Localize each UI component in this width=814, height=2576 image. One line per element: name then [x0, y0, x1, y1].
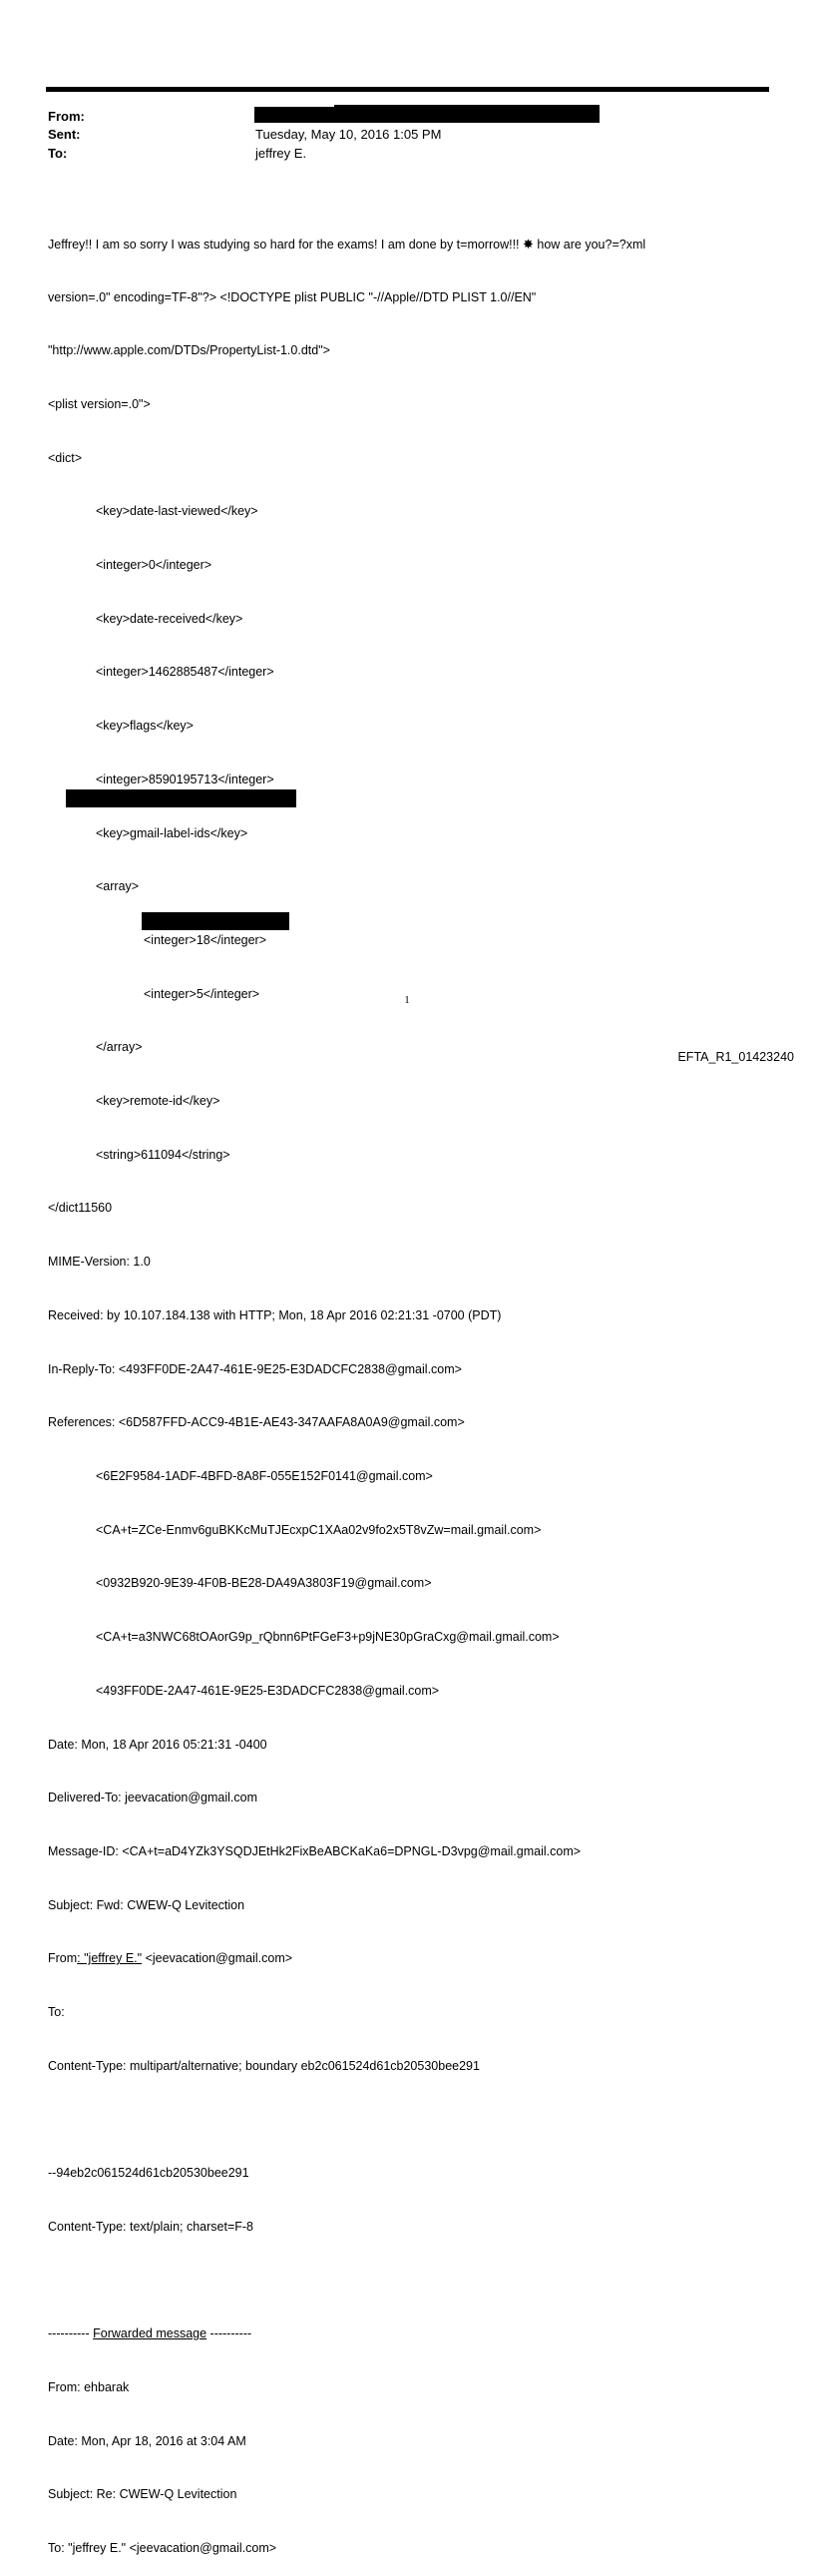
body-line: Delivered-To: jeevacation@gmail.com [48, 1791, 257, 1805]
body-line [48, 2111, 766, 2129]
body-line: Message-ID: <CA+t=aD4YZk3YSQDJEtHk2FixBeABCKaKa6=DPNGL-D3vpg@mail.gmail.com> [48, 1843, 582, 1858]
body-line: ---------- Forwarded message ---------- [48, 2326, 252, 2341]
body-line: </dict11560 [48, 1201, 113, 1216]
body-line: <plist version=.0"> [48, 396, 151, 411]
from-label: From: [48, 109, 85, 124]
body-line: <dict> [48, 450, 83, 465]
body-line: MIME-Version: 1.0 [48, 1255, 151, 1270]
redaction-box [142, 912, 289, 930]
starburst-icon: ✸ [523, 236, 534, 252]
body-line: </array> [96, 1040, 143, 1055]
body-line: From: ehbarak [48, 2379, 130, 2394]
body-line: <integer>8590195713</integer> [96, 772, 274, 786]
body-line: <key>remote-id</key> [96, 1094, 220, 1109]
body-line: <0932B920-9E39-4F0B-BE28-DA49A3803F19@gmail.com> [96, 1576, 432, 1591]
body-line: <integer>18</integer> [144, 932, 267, 947]
sent-label: Sent: [48, 127, 81, 142]
redaction-box [66, 789, 296, 807]
body-line: <6E2F9584-1ADF-4BFD-8A8F-055E152F0141@gmail.com> [96, 1468, 433, 1483]
body-line: <key>gmail-label-ids</key> [96, 825, 248, 840]
body-line: References: <6D587FFD-ACC9-4B1E-AE43-347AAFA8A0A9@gmail.com> [48, 1415, 465, 1430]
body-line: <integer>0</integer> [96, 558, 212, 573]
body-line: <key>flags</key> [96, 719, 194, 734]
body-line: version=.0" encoding=TF-8"?> <!DOCTYPE plist PUBLIC "-//Apple//DTD PLIST 1.0//EN" [48, 289, 537, 304]
to-label: To: [48, 146, 68, 161]
document-id: EFTA_R1_01423240 [677, 1050, 794, 1064]
body-line: Subject: Re: CWEW-Q Levitection [48, 2487, 237, 2502]
body-line: <key>date-received</key> [96, 611, 243, 626]
body-line: To: [48, 2005, 65, 2020]
body-line: Date: Mon, Apr 18, 2016 at 3:04 AM [48, 2433, 246, 2448]
body-line: "http://www.apple.com/DTDs/PropertyList-1.0.dtd"> [48, 343, 330, 358]
body-line: --94eb2c061524d61cb20530bee291 [48, 2166, 249, 2181]
email-body [48, 200, 766, 2576]
body-line: Date: Mon, 18 Apr 2016 05:21:31 -0400 [48, 1737, 267, 1752]
body-line: In-Reply-To: <493FF0DE-2A47-461E-9E25-E3DADCFC2838@gmail.com> [48, 1361, 462, 1376]
body-line: <array> [96, 879, 140, 894]
sent-value: Tuesday, May 10, 2016 1:05 PM [255, 127, 442, 142]
body-line: <string>611094</string> [96, 1147, 230, 1162]
body-line: <493FF0DE-2A47-461E-9E25-E3DADCFC2838@gmail.com> [96, 1683, 440, 1698]
body-line: Subject: Fwd: CWEW-Q Levitection [48, 1897, 245, 1912]
body-line: Content-Type: multipart/alternative; boundary eb2c061524d61cb20530bee291 [48, 2058, 480, 2073]
body-line: From: "jeffrey E." <jeevacation@gmail.com> [48, 1951, 293, 1966]
redaction-box [334, 105, 600, 123]
body-line: <integer>1462885487</integer> [96, 665, 274, 680]
body-line [48, 2273, 766, 2291]
body-line: <CA+t=ZCe-Enmv6guBKKcMuTJEcxpC1XAa02v9fo2x5T8vZw=mail.gmail.com> [96, 1522, 542, 1537]
header-rule [46, 87, 769, 92]
body-line: <key>date-last-viewed</key> [96, 504, 258, 519]
body-line: Received: by 10.107.184.138 with HTTP; Mon, 18 Apr 2016 02:21:31 -0700 (PDT) [48, 1307, 502, 1322]
body-line: Content-Type: text/plain; charset=F-8 [48, 2219, 254, 2234]
page-number: 1 [404, 994, 410, 1006]
redaction-box [254, 107, 334, 123]
to-value: jeffrey E. [255, 146, 307, 161]
body-line: <integer>5</integer> [144, 986, 260, 1001]
body-line: <CA+t=a3NWC68tOAorG9p_rQbnn6PtFGeF3+p9jNE30pGraCxg@mail.gmail.com> [96, 1630, 560, 1645]
body-line: Jeffrey!! I am so sorry I was studying so hard for the exams! I am done by t=morrow!!! ✸ how are you?=?xml [48, 236, 646, 252]
body-line: To: "jeffrey E." <jeevacation@gmail.com> [48, 2541, 277, 2556]
